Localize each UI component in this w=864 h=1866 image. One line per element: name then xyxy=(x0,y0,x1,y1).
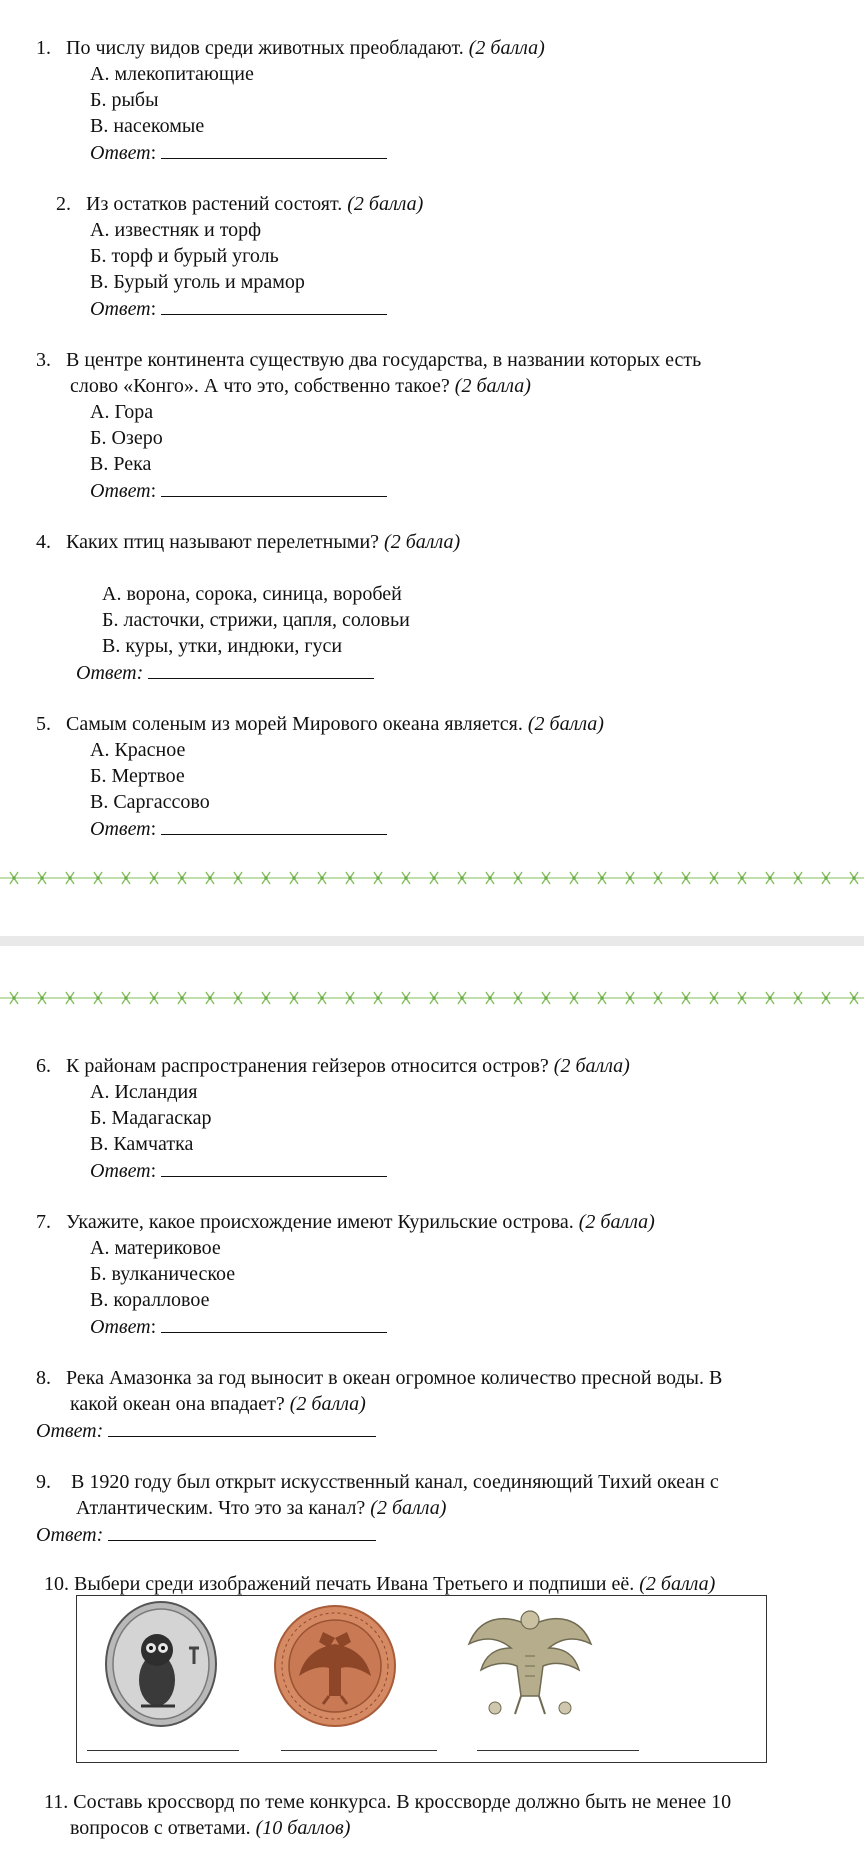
q2-answer-blank[interactable] xyxy=(161,296,387,315)
q4-answer-blank[interactable] xyxy=(148,660,374,679)
question-9-line2: Атлантическим. Что это за канал? (2 балла) xyxy=(76,1497,447,1519)
q4-answer: Ответ: xyxy=(76,660,374,685)
q8-answer-blank[interactable] xyxy=(108,1418,376,1437)
question-6: 6. К районам распространения гейзеров относится остров? (2 балла) xyxy=(36,1055,630,1077)
q6-option-b: Б. Мадагаскар xyxy=(90,1107,212,1129)
q7-answer-blank[interactable] xyxy=(161,1314,387,1333)
q3-option-b: Б. Озеро xyxy=(90,427,163,449)
q5-option-a: А. Красное xyxy=(90,739,186,761)
q2-option-c: В. Бурый уголь и мрамор xyxy=(90,271,305,293)
q1-option-b: Б. рыбы xyxy=(90,89,159,111)
q1-answer: Ответ: xyxy=(90,140,387,165)
q8-answer: Ответ: xyxy=(36,1418,376,1443)
q4-option-b: Б. ласточки, стрижи, цапля, соловьи xyxy=(102,609,410,631)
q1-answer-blank[interactable] xyxy=(161,140,387,159)
seal-images-box xyxy=(76,1595,767,1763)
q7-option-a: А. материковое xyxy=(90,1237,221,1259)
winged-figure-caption-line[interactable] xyxy=(477,1750,639,1751)
q6-option-c: В. Камчатка xyxy=(90,1133,194,1155)
q4-option-c: В. куры, утки, индюки, гуси xyxy=(102,635,343,657)
owl-coin-image[interactable] xyxy=(101,1598,221,1730)
q4-option-a: А. ворона, сорока, синица, воробей xyxy=(102,583,402,605)
question-2: 2. Из остатков растений состоят. (2 балла) xyxy=(56,193,424,215)
q5-option-c: В. Саргассово xyxy=(90,791,210,813)
eagle-seal-caption-line[interactable] xyxy=(281,1750,437,1751)
q1-option-c: В. насекомые xyxy=(90,115,205,137)
q3-answer-blank[interactable] xyxy=(161,478,387,497)
question-11-line2: вопросов с ответами. (10 баллов) xyxy=(70,1817,351,1839)
question-3-line2: слово «Конго». А что это, собственно такое? (2 балла) xyxy=(70,375,531,397)
green-vine-divider-top xyxy=(0,868,864,888)
question-10: 10. Выбери среди изображений печать Ивана Третьего и подпиши её. (2 балла) xyxy=(44,1573,716,1595)
question-8-line2: какой океан она впадает? (2 балла) xyxy=(70,1393,366,1415)
q2-answer: Ответ: xyxy=(90,296,387,321)
question-7: 7. Укажите, какое происхождение имеют Курильские острова. (2 балла) xyxy=(36,1211,655,1233)
question-3: 3. В центре континента существую два государства, в названии которых есть xyxy=(36,349,702,371)
q2-option-a: А. известняк и торф xyxy=(90,219,262,241)
q5-answer-blank[interactable] xyxy=(161,816,387,835)
q2-option-b: Б. торф и бурый уголь xyxy=(90,245,279,267)
q9-answer-blank[interactable] xyxy=(108,1522,376,1541)
q5-option-b: Б. Мертвое xyxy=(90,765,185,787)
double-eagle-seal-image[interactable] xyxy=(273,1604,397,1728)
owl-coin-caption-line[interactable] xyxy=(87,1750,239,1751)
q7-answer: Ответ: xyxy=(90,1314,387,1339)
green-vine-divider-bottom xyxy=(0,988,864,1008)
q6-option-a: А. Исландия xyxy=(90,1081,198,1103)
page-break-band xyxy=(0,936,864,946)
question-8: 8. Река Амазонка за год выносит в океан огромное количество пресной воды. В xyxy=(36,1367,723,1389)
q3-answer: Ответ: xyxy=(90,478,387,503)
q7-option-c: В. коралловое xyxy=(90,1289,210,1311)
q1-option-a: А. млекопитающие xyxy=(90,63,254,85)
q3-option-c: В. Река xyxy=(90,453,152,475)
question-4: 4. Каких птиц называют перелетными? (2 балла) xyxy=(36,531,461,553)
q3-option-a: А. Гора xyxy=(90,401,154,423)
question-9: 9. В 1920 году был открыт искусственный канал, соединяющий Тихий океан с xyxy=(36,1471,719,1493)
question-1: 1. По числу видов среди животных преобладают. (2 балла) xyxy=(36,37,545,59)
q7-option-b: Б. вулканическое xyxy=(90,1263,236,1285)
q6-answer-blank[interactable] xyxy=(161,1158,387,1177)
winged-figure-image[interactable] xyxy=(455,1596,605,1728)
question-11: 11. Составь кроссворд по теме конкурса. В кроссворде должно быть не менее 10 xyxy=(44,1791,732,1813)
q5-answer: Ответ: xyxy=(90,816,387,841)
question-5: 5. Самым соленым из морей Мирового океана является. (2 балла) xyxy=(36,713,604,735)
q9-answer: Ответ: xyxy=(36,1522,376,1547)
q6-answer: Ответ: xyxy=(90,1158,387,1183)
